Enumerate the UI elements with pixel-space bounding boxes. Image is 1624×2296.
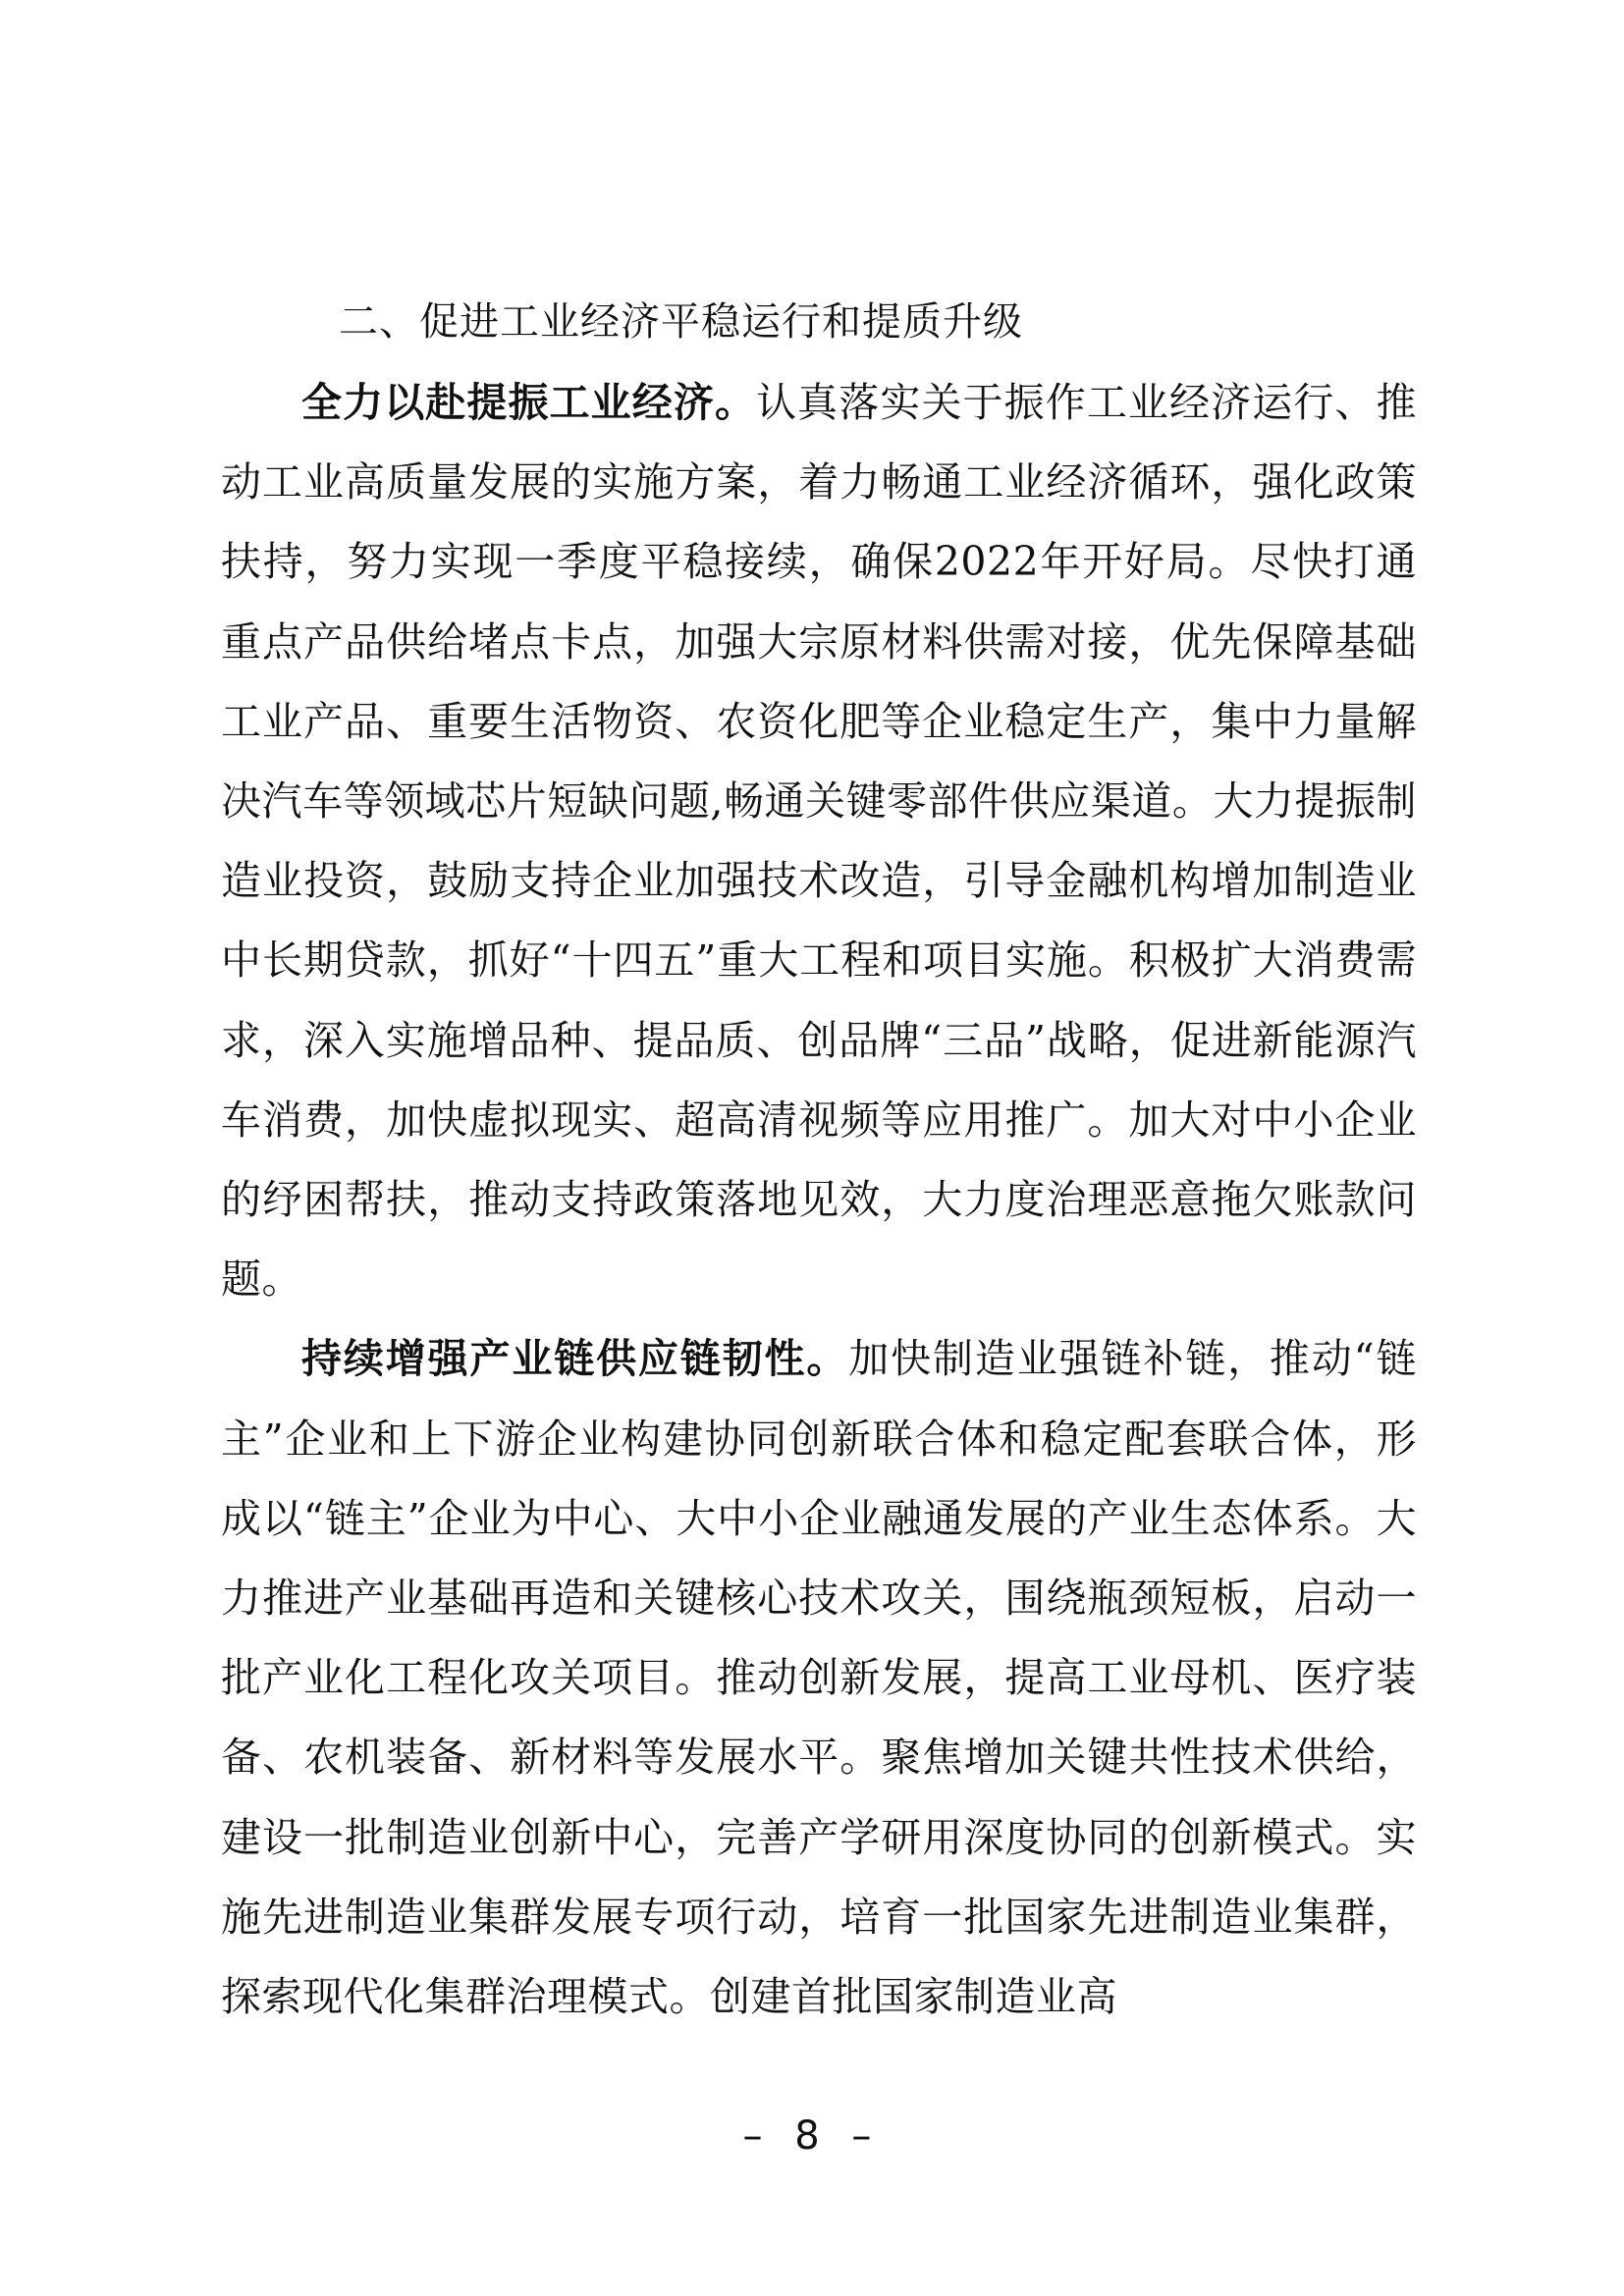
paragraph-industrial-economy — [221, 363, 1417, 1319]
paragraph-body-text: 加快制造业强链补链，推动“链主”企业和上下游企业构建协同创新联合体和稳定配套联合体，形成以“链主”企业为中心、大中小企业融通发展的产业生态体系。大力推进产业基础再造和关键核心技术攻关，围绕瓶颈短板，启动一批产业化工程化攻关项目。推动创新发展，提高工业母机、医疗装备、农机装备、新材料等发展水平。聚焦增加关键共性技术供给，建设一批制造业创新中心，完善产学研用深度协同的创新模式。实施先进制造业集群发展专项行动，培育一批国家先进制造业集群，探索现代化集群治理模式。创建首批国家制造业高 — [221, 1335, 1417, 2021]
body-text — [221, 363, 1417, 2037]
section-heading: 二、促进工业经济平稳运行和提质升级 — [339, 299, 1023, 345]
page-number: – 8 – — [742, 2113, 882, 2159]
paragraph-lead-heading: 全力以赴提振工业经济。 — [301, 379, 757, 426]
paragraph-supply-chain — [221, 1319, 1417, 2037]
paragraph-body-text: 认真落实关于振作工业经济运行、推动工业高质量发展的实施方案，着力畅通工业经济循环，强化政策扶持，努力实现一季度平稳接续，确保2022年开好局。尽快打通重点产品供给堵点卡点，加强大宗原材料供需对接，优先保障基础工业产品、重要生活物资、农资化肥等企业稳定生产，集中力量解决汽车等领域芯片短缺问题,畅通关键零部件供应渠道。大力提振制造业投资，鼓励支持企业加强技术改造，引导金融机构增加制造业中长期贷款，抓好“十四五”重大工程和项目实施。积极扩大消费需求，深入实施增品种、提品质、创品牌“三品”战略，促进新能源汽车消费，加快虚拟现实、超高清视频等应用推广。加大对中小企业的纾困帮扶，推动支持政策落地见效，大力度治理恶意拖欠账款问题。 — [221, 379, 1418, 1304]
paragraph-lead-heading: 持续增强产业链供应链韧性。 — [301, 1335, 849, 1383]
